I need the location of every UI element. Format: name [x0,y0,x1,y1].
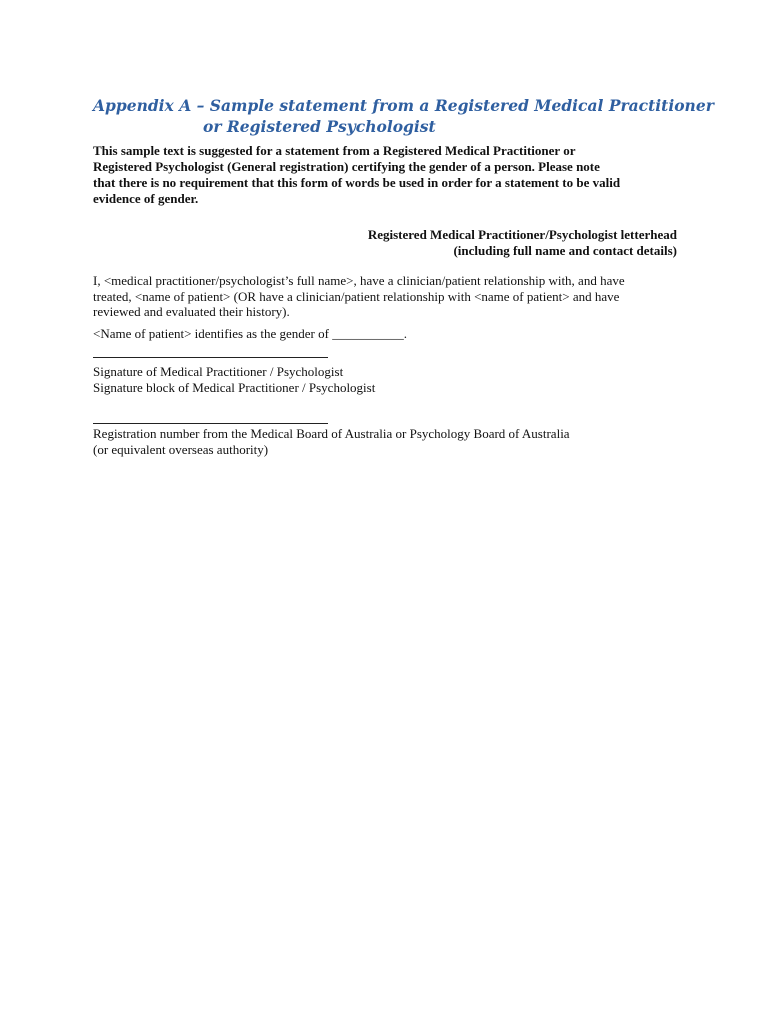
signature-label: Signature of Medical Practitioner / Psychologist [93,364,344,379]
registration-block [93,426,570,457]
signature-block [93,364,375,395]
registration-authority-label: (or equivalent overseas authority) [93,441,269,457]
letterhead-line: Registered Medical Practitioner/Psychologist letterhead [367,227,677,242]
title-line: or Registered Psychologist [203,117,436,136]
statement-line: I, <medical practitioner/psychologist’s full name>, have a clinician/patient relationship with, and have [93,273,625,288]
registration-rule [93,423,328,424]
statement-paragraph [93,273,693,320]
intro-line: that there is no requirement that this form of words be used in order for a statement to be valid [93,175,621,190]
intro-line: This sample text is suggested for a statement from a Registered Medical Practitioner or [93,143,576,158]
letterhead-line: (including full name and contact details) [453,243,677,258]
title-line: Appendix A – Sample statement from a Registered Medical Practitioner [93,96,714,115]
signature-rule [93,357,328,358]
intro-line: evidence of gender. [93,191,199,206]
document-title [93,95,714,137]
registration-label: Registration number from the Medical Board of Australia or Psychology Board of Australia [93,426,570,441]
letterhead-block [368,227,677,259]
signature-block-label: Signature block of Medical Practitioner / Psychologist [93,379,376,395]
intro-line: Registered Psychologist (General registration) certifying the gender of a person. Please note [93,159,600,174]
gender-statement: <Name of patient> identifies as the gender of ___________. [93,326,407,341]
intro-paragraph [93,143,693,207]
statement-line: reviewed and evaluated their history). [93,304,290,319]
statement-line: treated, <name of patient> (OR have a clinician/patient relationship with <name of patient> and have [93,288,620,304]
